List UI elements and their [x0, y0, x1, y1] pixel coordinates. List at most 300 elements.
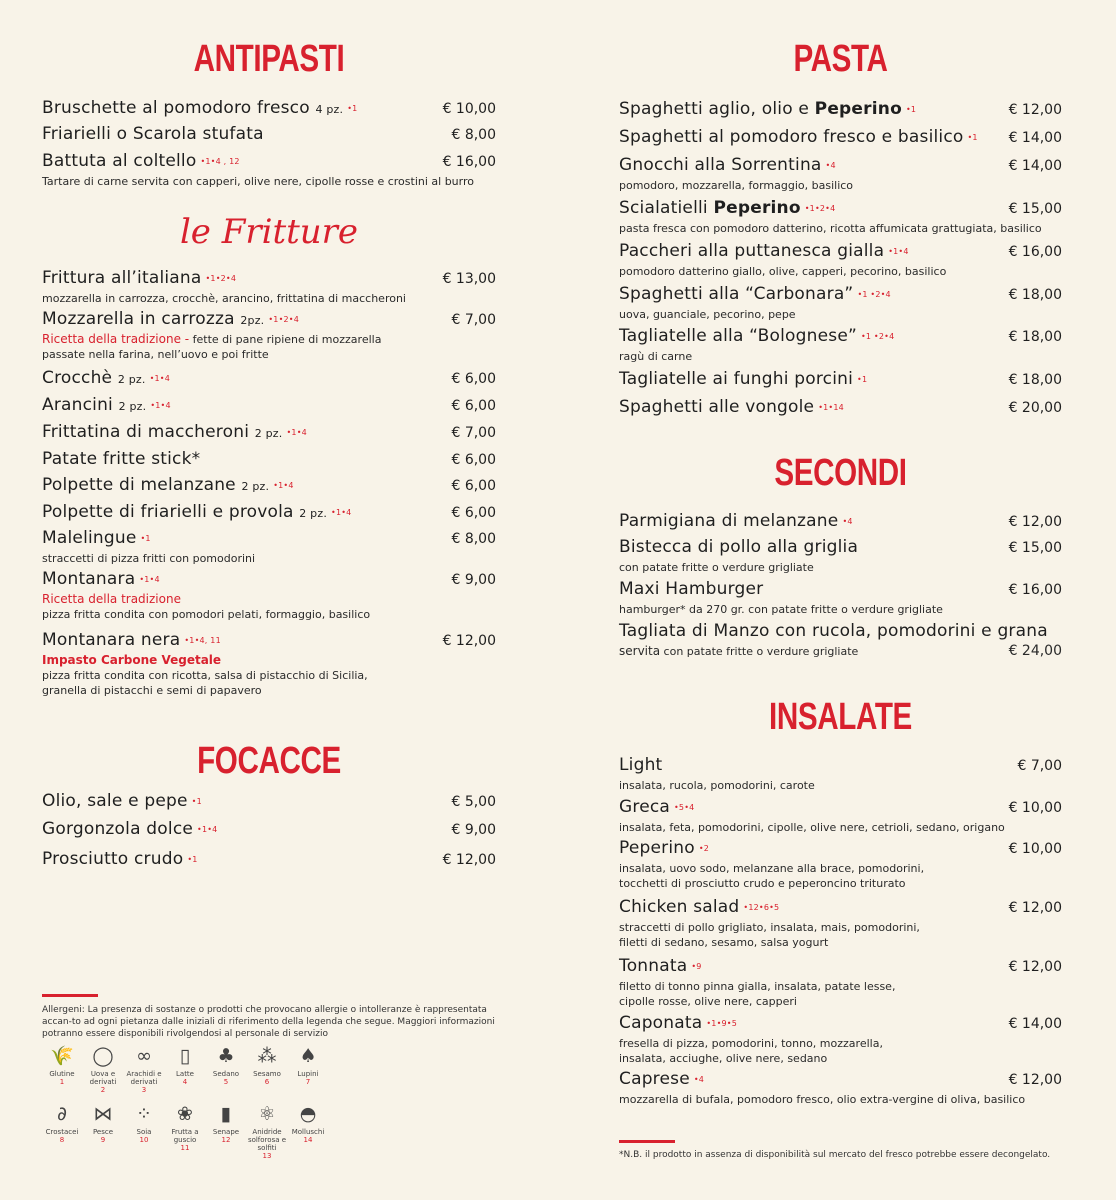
menu-item-price: € 7,00: [451, 425, 496, 441]
menu-item-row: [619, 197, 1062, 221]
allergen-nut: [165, 1102, 205, 1152]
menu-item-title: Battuta al coltello: [42, 151, 197, 171]
menu-item: [42, 818, 496, 842]
menu-item-desc: [619, 264, 1062, 279]
menu-item-name: [619, 1069, 704, 1089]
menu-item-title: Frittura all’italiana: [42, 268, 202, 288]
menu-item: [42, 97, 496, 121]
menu-item-title: Peperino: [619, 838, 695, 858]
menu-item-desc: fette di pane ripiene di mozzarella: [189, 333, 382, 346]
menu-item: [619, 837, 1062, 891]
menu-item-row: [619, 126, 1062, 150]
allergen-label: Arachidi e derivati: [126, 1070, 162, 1086]
allergen-codes: •1•4: [273, 481, 294, 490]
menu-item-name: [42, 475, 294, 495]
menu-item-title: Gnocchi alla Sorrentina: [619, 155, 822, 175]
menu-item-row: [619, 98, 1062, 122]
menu-item-desc: [619, 820, 1062, 835]
menu-item-desc: [42, 551, 496, 566]
menu-item-title: Prosciutto crudo: [42, 849, 184, 869]
allergen-fish: [83, 1102, 123, 1144]
menu-item-desc-text: insalata, rucola, pomodorini, carote: [619, 779, 815, 792]
menu-item-price: € 8,00: [451, 531, 496, 547]
menu-item-title: Tagliatelle ai funghi porcini: [619, 369, 854, 389]
menu-item-name: [619, 241, 909, 261]
allergen-codes: •1•4: [888, 247, 909, 256]
tradition-note: Ricetta della tradizione -: [42, 332, 190, 346]
menu-item-price: € 12,00: [442, 633, 496, 649]
menu-item-row: [42, 790, 496, 814]
menu-item: [619, 536, 1062, 575]
allergen-number: 8: [59, 1136, 65, 1144]
allergen-label: Latte: [176, 1070, 194, 1078]
menu-item-desc-text: Tartare di carne servita con capperi, olive nere, cipolle rosse e crostini al burro: [42, 175, 474, 188]
menu-item: [619, 197, 1062, 236]
allergen-label: Sedano: [212, 1070, 240, 1078]
menu-item-price: € 6,00: [451, 478, 496, 494]
shell-icon: ◓: [299, 1103, 317, 1125]
menu-item-name: [42, 124, 264, 144]
menu-item-title: Polpette di friarielli e provola: [42, 502, 294, 522]
allergen-label: Anidride solforosa e solfiti: [247, 1128, 287, 1152]
menu-item-price: € 14,00: [1008, 158, 1062, 174]
allergen-legend-text: Allergeni: La presenza di sostanze o prodotti che provocano allergie o intolleranze è rappresentata accan-to ad ogni pietanza dalle iniziali di riferimento della legenda che segue. Maggiori informazioni potranno essere disponibili rivolgendosi al personale di servizio: [42, 1005, 495, 1039]
menu-item-price: € 16,00: [1008, 244, 1062, 260]
menu-item-price: € 12,00: [1008, 102, 1062, 118]
menu-item-desc: [619, 349, 1062, 364]
menu-item: [619, 510, 1062, 534]
menu-item: [42, 308, 496, 362]
menu-item-desc: [619, 644, 1062, 659]
allergen-label: Senape: [212, 1128, 240, 1136]
menu-item: [42, 527, 496, 566]
menu-item-title-bold: Peperino: [814, 99, 902, 119]
allergen-codes: •4: [825, 161, 836, 170]
menu-item-desc-text: mozzarella di bufala, pomodoro fresco, olio extra-vergine di oliva, basilico: [619, 1093, 1026, 1106]
menu-item: [619, 754, 1062, 793]
allergen-codes: •1•4 , 12: [200, 157, 240, 166]
menu-item: [42, 394, 496, 418]
menu-item-row: [42, 97, 496, 121]
tradition-note: Ricetta della tradizione: [42, 592, 181, 606]
menu-item: [619, 325, 1062, 364]
menu-item-desc-2: filetti di sedano, sesamo, salsa yogurt: [619, 936, 829, 949]
allergen-number: 9: [100, 1136, 106, 1144]
menu-item-price: € 12,00: [442, 852, 496, 868]
allergen-codes: •1•4: [197, 825, 218, 834]
menu-item-row: [42, 367, 496, 391]
menu-item-desc-text: pasta fresca con pomodoro datterino, ricotta affumicata grattugiata, basilico: [619, 222, 1042, 235]
menu-item-name: [42, 630, 221, 650]
menu-item-row: [619, 325, 1062, 349]
menu-item-name: [42, 309, 299, 329]
allergen-codes: •1•4: [286, 428, 307, 437]
allergen-codes: •1: [905, 105, 917, 114]
menu-item-title: Gorgonzola dolce: [42, 819, 194, 839]
menu-item: [42, 448, 496, 472]
menu-item-name: [619, 1013, 737, 1033]
nut-icon: ❀: [177, 1103, 193, 1125]
menu-item-name: [619, 284, 891, 304]
allergen-number: 2: [100, 1086, 106, 1094]
menu-item-name: [42, 395, 171, 415]
menu-item-title: Crocchè: [42, 368, 113, 388]
menu-item-name: [619, 621, 1048, 641]
menu-item-price: € 12,00: [1008, 900, 1062, 916]
shrimp-icon: ∂: [57, 1103, 67, 1125]
menu-item-title: Arancini: [42, 395, 113, 415]
menu-item-title: Mozzarella in carrozza: [42, 309, 235, 329]
menu-item-title: Friarielli o Scarola stufata: [42, 124, 264, 144]
menu-item-desc: [619, 1092, 1062, 1107]
menu-item-desc-2: cipolle rosse, olive nere, capperi: [619, 995, 797, 1008]
menu-item-desc-text: filetto di tonno pinna gialla, insalata, patate lesse,: [619, 980, 896, 993]
menu-item-desc-text: straccetti di pizza fritti con pomodorini: [42, 552, 256, 565]
menu-item-row: [42, 123, 496, 147]
menu-item-price: € 6,00: [451, 398, 496, 414]
menu-item-row: [619, 536, 1062, 560]
allergen-codes: •1: [191, 797, 202, 806]
allergen-number: 13: [262, 1152, 272, 1160]
allergen-codes: •4: [842, 517, 853, 526]
antipasti-title: ANTIPASTI: [193, 38, 345, 80]
menu-item-row: [619, 1068, 1062, 1092]
menu-item-title: Frittatina di maccheroni: [42, 422, 250, 442]
menu-item-name: [619, 127, 978, 147]
menu-item: [42, 474, 496, 498]
menu-item-desc-text: mozzarella in carrozza, crocchè, arancino, frittatina di maccheroni: [42, 292, 406, 305]
menu-item-name: [619, 797, 694, 817]
menu-item-title: Maxi Hamburger: [619, 579, 764, 599]
menu-item-price: € 15,00: [1008, 201, 1062, 217]
menu-item-pieces: 4 pz.: [315, 103, 344, 116]
menu-item: [619, 578, 1062, 617]
menu-item-desc: [619, 221, 1062, 236]
menu-item-row: [619, 955, 1062, 979]
wheat-icon: 🌾: [50, 1045, 74, 1067]
menu-item: [42, 123, 496, 147]
menu-item-title: Olio, sale e pepe: [42, 791, 188, 811]
menu-item: [42, 367, 496, 391]
menu-item-price: € 7,00: [1017, 758, 1062, 774]
menu-item-desc-text: con patate fritte o verdure grigliate: [619, 561, 814, 574]
mustard-icon: ▮: [220, 1103, 232, 1125]
allergen-icons: [42, 1044, 342, 1174]
menu-item-name: [619, 755, 662, 775]
menu-item-price: € 20,00: [1008, 400, 1062, 416]
allergen-soy: [124, 1102, 164, 1144]
sulfite-icon: ⚛: [258, 1103, 276, 1125]
allergen-egg: [83, 1044, 123, 1094]
menu-item-title: Chicken salad: [619, 897, 740, 917]
menu-item-desc-2: insalata, acciughe, olive nere, sedano: [619, 1052, 828, 1065]
menu-item-name: [42, 422, 307, 442]
menu-item-name: [619, 369, 867, 389]
menu-item-row: [619, 837, 1062, 861]
allergen-number: 12: [221, 1136, 231, 1144]
menu-item-pieces: 2 pz.: [117, 373, 146, 386]
menu-item-row: [42, 629, 496, 653]
menu-item-row: [619, 896, 1062, 920]
legend-divider: [42, 994, 98, 997]
menu-item-price: € 12,00: [1008, 959, 1062, 975]
menu-item-desc-text: insalata, feta, pomodorini, cipolle, olive nere, cetrioli, sedano, origano: [619, 821, 1005, 834]
menu-item-title: Spaghetti al pomodoro fresco e basilico: [619, 127, 964, 147]
menu-item-desc: [619, 920, 1062, 935]
menu-item-name: [619, 579, 763, 599]
allergen-label: Lupini: [297, 1070, 319, 1078]
allergen-codes: •5•4: [674, 803, 695, 812]
menu-item-name: [42, 849, 198, 869]
menu-item-row: [619, 1012, 1062, 1036]
menu-item-desc: [619, 560, 1062, 575]
menu-item-pieces: 2pz.: [240, 314, 265, 327]
allergen-number: 11: [180, 1144, 190, 1152]
allergen-codes: •4: [693, 1075, 705, 1084]
allergen-label: Molluschi: [291, 1128, 325, 1136]
menu-item: [619, 283, 1062, 322]
menu-item-note: [42, 592, 496, 607]
menu-item-desc-text: pomodoro, mozzarella, formaggio, basilico: [619, 179, 854, 192]
dough-note: Impasto Carbone Vegetale: [42, 653, 222, 667]
menu-item: [619, 620, 1062, 659]
allergen-codes: •1: [857, 375, 868, 384]
allergen-codes: •1•14: [818, 403, 844, 412]
menu-item-price: € 14,00: [1008, 130, 1062, 146]
menu-item-title: Parmigiana di melanzane: [619, 511, 839, 531]
menu-item-title: Paccheri alla puttanesca gialla: [619, 241, 885, 261]
celery-icon: ♣: [217, 1045, 235, 1067]
menu-item-desc-2: passate nella farina, nell’uovo e poi fritte: [42, 348, 269, 361]
menu-item-title: Malelingue: [42, 528, 137, 548]
menu-item-name: [42, 528, 151, 548]
allergen-label: Soia: [136, 1128, 152, 1136]
menu-item-title: Scialatielli: [619, 198, 714, 218]
menu-item-price: € 18,00: [1008, 372, 1062, 388]
allergen-codes: •1•9•5: [706, 1019, 737, 1028]
menu-item-title: Bruschette al pomodoro fresco: [42, 98, 310, 118]
menu-item-note: [42, 332, 496, 347]
menu-item-price: € 12,00: [1008, 1072, 1062, 1088]
menu-item: [619, 1068, 1062, 1107]
egg-icon: ◯: [92, 1045, 114, 1067]
menu-item: [619, 368, 1062, 392]
allergen-codes: •1: [187, 855, 198, 864]
menu-item-title-bold: Peperino: [713, 198, 801, 218]
fritture-title: le Fritture: [179, 212, 359, 252]
menu-item-desc: [619, 602, 1062, 617]
menu-item-title: Polpette di melanzane: [42, 475, 236, 495]
soy-icon: ⁘: [136, 1103, 152, 1125]
sesame-icon: ⁂: [257, 1045, 277, 1067]
menu-item-name: [619, 956, 702, 976]
allergen-codes: •1•2•4: [205, 274, 237, 283]
menu-item-price: € 10,00: [1008, 841, 1062, 857]
menu-item: [619, 154, 1062, 193]
menu-item-name: [42, 151, 240, 171]
menu-item-row: [619, 510, 1062, 534]
allergen-codes: •9: [691, 962, 702, 971]
allergen-codes: •1•2•4: [804, 204, 836, 213]
allergen-label: Glutine: [49, 1070, 75, 1078]
menu-item-title: Spaghetti aglio, olio e: [619, 99, 815, 119]
menu-item-row: [42, 267, 496, 291]
menu-item-pieces: 2 pz.: [241, 480, 270, 493]
menu-item-price: € 12,00: [1008, 514, 1062, 530]
menu-item-title: Montanara nera: [42, 630, 181, 650]
menu-item-name: [619, 99, 916, 119]
menu-item-desc-lead: servita: [619, 644, 661, 658]
menu-item-desc: [42, 174, 496, 189]
menu-item-row: [42, 394, 496, 418]
menu-item-title: Tonnata: [619, 956, 688, 976]
menu-item-name: [42, 268, 236, 288]
menu-item: [42, 848, 496, 872]
menu-item-name: [42, 819, 217, 839]
allergen-sesame: [247, 1044, 287, 1086]
menu-item-row: [619, 283, 1062, 307]
menu-item-name: [42, 569, 160, 589]
menu-item-row: [42, 568, 496, 592]
menu-item-price: € 14,00: [1008, 1016, 1062, 1032]
menu-item-row: [619, 620, 1062, 644]
menu-item-title: Caponata: [619, 1013, 703, 1033]
footnote: *N.B. il prodotto in assenza di disponibilità sul mercato del fresco potrebbe essere decongelato.: [619, 1150, 1051, 1160]
allergen-codes: •1•4: [331, 508, 352, 517]
menu-item-row: [619, 240, 1062, 264]
menu-item-name: [42, 502, 351, 522]
menu-item-price: € 8,00: [451, 127, 496, 143]
allergen-mustard: [206, 1102, 246, 1144]
menu-item-desc-text: uova, guanciale, pecorino, pepe: [619, 308, 796, 321]
allergen-number: 5: [223, 1078, 229, 1086]
menu-item-desc-text: con patate fritte o verdure grigliate: [660, 645, 859, 658]
menu-item: [42, 421, 496, 445]
menu-item-name: [619, 537, 858, 557]
menu-item-title: Spaghetti alla “Carbonara”: [619, 284, 854, 304]
menu-item-desc: [619, 1036, 1062, 1051]
allergen-number: 10: [139, 1136, 149, 1144]
menu-item-desc-text: pomodoro datterino giallo, olive, capperi, pecorino, basilico: [619, 265, 947, 278]
menu-item-price: € 6,00: [451, 452, 496, 468]
menu-item-row: [42, 848, 496, 872]
lupin-icon: ♠: [299, 1045, 317, 1067]
allergen-codes: •1: [967, 133, 978, 142]
menu-item-title: Tagliatelle alla “Bolognese”: [619, 326, 857, 346]
menu-item-name: [619, 155, 836, 175]
pasta-title: PASTA: [793, 38, 888, 80]
menu-item-name: [42, 368, 170, 388]
menu-item: [42, 150, 496, 189]
menu-item-desc: [619, 861, 1062, 876]
menu-item-price: € 15,00: [1008, 540, 1062, 556]
allergen-shell: [288, 1102, 328, 1144]
allergen-codes: •1: [347, 104, 358, 113]
allergen-celery: [206, 1044, 246, 1086]
allergen-codes: •1•4, 11: [184, 636, 221, 645]
menu-item-row: [42, 150, 496, 174]
menu-item-price: € 16,00: [1008, 582, 1062, 598]
allergen-codes: •1: [140, 534, 151, 543]
menu-item-row: [42, 448, 496, 472]
allergen-number: 1: [59, 1078, 65, 1086]
menu-item-title: Light: [619, 755, 663, 775]
allergen-label: Frutta a guscio: [171, 1128, 199, 1144]
menu-item-price: € 18,00: [1008, 329, 1062, 345]
allergen-number: 14: [303, 1136, 313, 1144]
menu-item-name: [619, 838, 709, 858]
menu-item-title: Patate fritte stick*: [42, 449, 201, 469]
menu-item: [42, 790, 496, 814]
menu-item-desc: [619, 979, 1062, 994]
focacce-title: FOCACCE: [197, 740, 341, 782]
menu-item-price: € 10,00: [1008, 800, 1062, 816]
menu-item-pieces: 2 pz.: [254, 427, 283, 440]
menu-item-desc-text: hamburger* da 270 gr. con patate fritte o verdure grigliate: [619, 603, 943, 616]
menu-item-row: [619, 154, 1062, 178]
allergen-number: 4: [182, 1078, 188, 1086]
allergen-lupin: [288, 1044, 328, 1086]
menu-item-price: € 13,00: [442, 271, 496, 287]
menu-item-name: [619, 326, 894, 346]
fish-icon: ⋈: [93, 1103, 113, 1125]
menu-item-desc: [42, 668, 496, 683]
menu-item-row: [42, 308, 496, 332]
menu-item-row: [619, 396, 1062, 420]
allergen-milk: [165, 1044, 205, 1086]
allergen-number: 3: [141, 1086, 147, 1094]
menu-item-desc-2: granella di pistacchi e semi di papavero: [42, 684, 262, 697]
menu-item: [619, 955, 1062, 1009]
menu-item-price: € 16,00: [442, 154, 496, 170]
menu-item: [619, 126, 1062, 150]
menu-item-row: [619, 578, 1062, 602]
menu-item-name: [42, 98, 357, 118]
menu-item: [619, 896, 1062, 950]
allergen-wheat: [42, 1044, 82, 1086]
menu-item-name: [619, 198, 835, 218]
allergen-label: Pesce: [92, 1128, 114, 1136]
menu-item-row: [42, 474, 496, 498]
allergen-number: 6: [264, 1078, 270, 1086]
allergen-codes: •2: [698, 844, 710, 853]
menu-item: [42, 629, 496, 698]
menu-item-row: [42, 501, 496, 525]
allergen-label: Crostacei: [45, 1128, 79, 1136]
menu-item: [42, 501, 496, 525]
menu-item: [619, 98, 1062, 122]
menu-item-row: [619, 368, 1062, 392]
allergen-peanut: [124, 1044, 164, 1094]
menu-item-title: Montanara: [42, 569, 136, 589]
allergen-shrimp: [42, 1102, 82, 1144]
menu-item-desc-text: ragù di carne: [619, 350, 693, 363]
menu-item-desc-text: fresella di pizza, pomodorini, tonno, mozzarella,: [619, 1037, 883, 1050]
menu-item-desc-text: pizza fritta condita con pomodori pelati, formaggio, basilico: [42, 608, 371, 621]
allergen-codes: •1•4: [150, 401, 171, 410]
menu-item-name: [619, 397, 844, 417]
menu-item-price: € 9,00: [451, 572, 496, 588]
menu-item-desc: [42, 291, 496, 306]
menu-item-price: € 6,00: [451, 505, 496, 521]
allergen-codes: •1•2•4: [268, 315, 300, 324]
menu-item-price: € 7,00: [451, 312, 496, 328]
menu-item-price: € 6,00: [451, 371, 496, 387]
menu-item-price: € 24,00: [1008, 643, 1062, 659]
menu-item-title: Greca: [619, 797, 671, 817]
menu-item: [42, 267, 496, 306]
allergen-label: Uova e derivati: [89, 1070, 117, 1086]
